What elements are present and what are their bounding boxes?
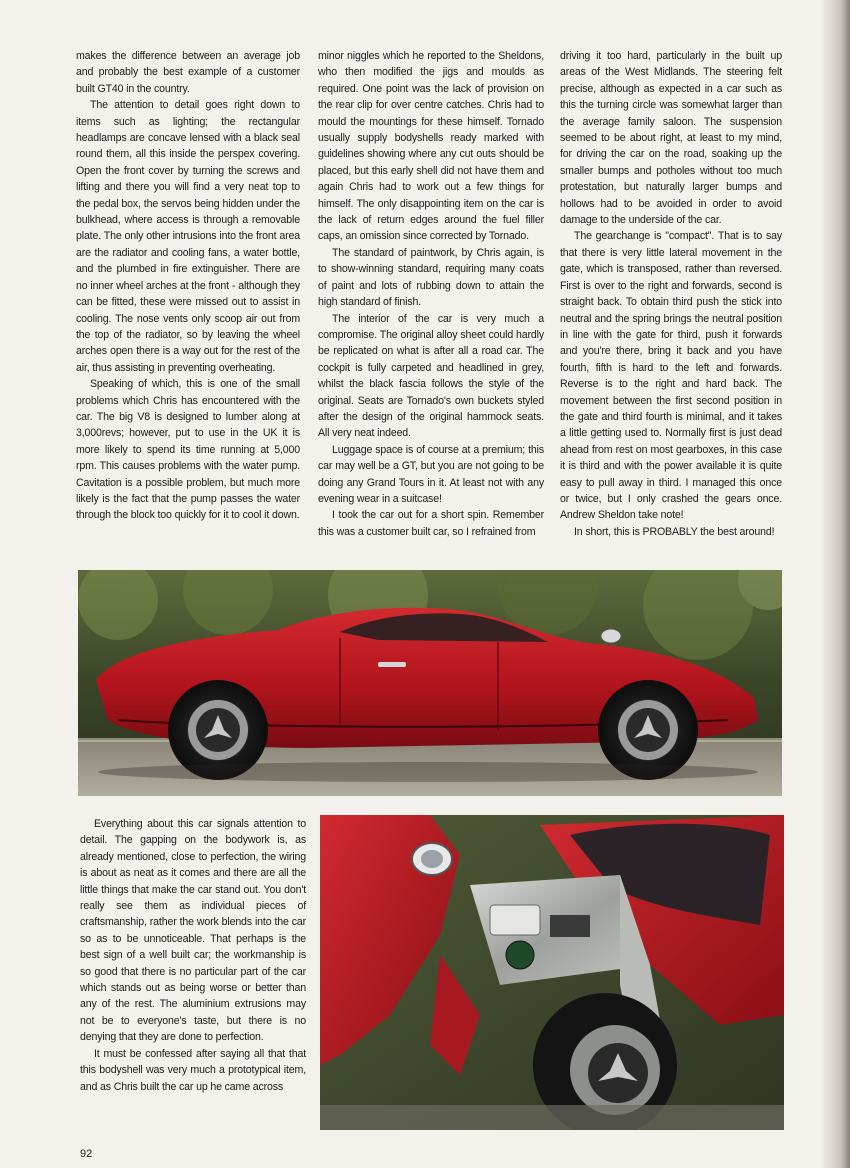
paragraph: The gearchange is "compact". That is to say that there is very little lateral movement in the gate, which is transposed, rather than reversed. First is over to the right and forwards, second is straight back. To obtain third push the stick into neutral and the spring brings the neutral position in line with the gate for third, push it forwards and you're there, bring it back and you have fourth, fifth is hard to the left and forwards. Reverse is to the right and hard back. The movement between the first second position in the gate and third fourth is minimal, and it takes a little getting used to. Normally first is just dead ahead from rest on most gearboxes, in this case it is third and with the power available it is quite easy to pull away in third. I managed this once or twice, but I only crashed the gears once. Andrew Sheldon take note! xyxy=(560,230,782,522)
paragraph: Luggage space is of course at a premium; this car may well be a GT, but you are not going to be doing any Grand Tours in it. At least not with any evening wear in a suitcase! xyxy=(318,443,544,505)
paragraph: I took the car out for a short spin. Remember this was a customer built car, so I refrained from xyxy=(318,509,544,538)
paragraph: The standard of paintwork, by Chris again, is to show-winning standard, requiring many coats of paint and lots of rubbing down to attain the high standard of finish. xyxy=(318,246,544,309)
page-number: 92 xyxy=(80,1148,93,1160)
page-edge-shadow xyxy=(820,0,850,1168)
paragraph: minor niggles which he reported to the Sheldons, who then modified the jigs and moulds as required. One point was the lack of provision on the rear clip for over centre catches. Chris had to mould the mountings for these himself. Tornado usually supply bodyshells ready marked with guidelines showing where any cut outs should be placed, but this early shell did not have them and again Chris had to work out a few things for himself. The only disappointing item on the car is the lack of return edges around the fuel filler caps, an omission since corrected by Tornado. xyxy=(318,50,544,243)
text-column-1 xyxy=(76,48,300,524)
engine-bay-photo xyxy=(320,815,784,1130)
paragraph: It must be confessed after saying all that that this bodyshell was very much a prototypical item, and as Chris built the car up he came across xyxy=(80,1047,306,1093)
paragraph: The attention to detail goes right down to items such as lighting; the rectangular headlamps are concave lensed with a black seal round them, all this inside the perspex covering. Open the front cover by turning the screws and lifting and there you will find a very neat top to the pedal box, the servos being hidden under the bulkhead, where access is through a removable plate. The only other intrusions into the front area are the radiator and cooling fans, a water bottle, and the plumbed in fire extinguisher. There are no inner wheel arches at the front - although they can be fitted, these were missed out to assist in cooling. The nose vents only scoop air out from the top of the radiator, so by leaving the wheel arches open there is a way out for the rest of the air, thus assisting in preventing overheating. xyxy=(76,99,300,374)
car-side-photo xyxy=(78,570,782,796)
paragraph: Speaking of which, this is one of the small problems which Chris has encountered with the car. The big V8 is designed to lumber along at 3,000revs; however, put to use in the UK it is more likely to spend its time running at 5,000 rpm. This causes problems with the water pump. Cavitation is a possible problem, but much more likely is the fact that the pump passes the water through the block too quickly for it to cool it down. xyxy=(76,378,300,522)
paragraph: Everything about this car signals attention to detail. The gapping on the bodywork is, as already mentioned, close to perfection, the wiring is about as neat as it comes and there are all the little things that make the car stand out. You don't really see them as individual pieces of craftsmanship, rather the work blends into the car so as to be unnoticeable. That perhaps is the best sign of a well built car; the workmanship is so good that there is no particular part of the car which stands out as being worse or better than any of the rest. The aluminium extrusions may not be to everyone's taste, but there is no denying that they are done to perfection. xyxy=(80,818,306,1044)
paragraph: makes the difference between an average job and probably the best example of a customer built GT40 in the country. xyxy=(76,50,300,95)
paragraph: The interior of the car is very much a compromise. The original alloy sheet could hardly be replicated on what is after all a road car. The cockpit is fully carpeted and headlined in grey, whilst the black fascia follows the style of the original. Seats are Tornado's own buckets styled after the design of the original hammock seats. All very neat indeed. xyxy=(318,312,544,440)
text-column-3 xyxy=(560,48,782,540)
text-column-4 xyxy=(80,816,306,1095)
paragraph: In short, this is PROBABLY the best around! xyxy=(574,525,775,538)
text-column-2 xyxy=(318,48,544,540)
paragraph: driving it too hard, particularly in the built up areas of the West Midlands. The steering felt precise, although as expected in a car such as this the turning circle was somewhat larger than the average family saloon. The suspension seemed to be about right, at least to my mind, for driving the car on the road, soaking up the smaller bumps and potholes without too much protestation, but naturally larger bumps and hollows had to be avoided in order to avoid damage to the underside of the car. xyxy=(560,50,782,227)
